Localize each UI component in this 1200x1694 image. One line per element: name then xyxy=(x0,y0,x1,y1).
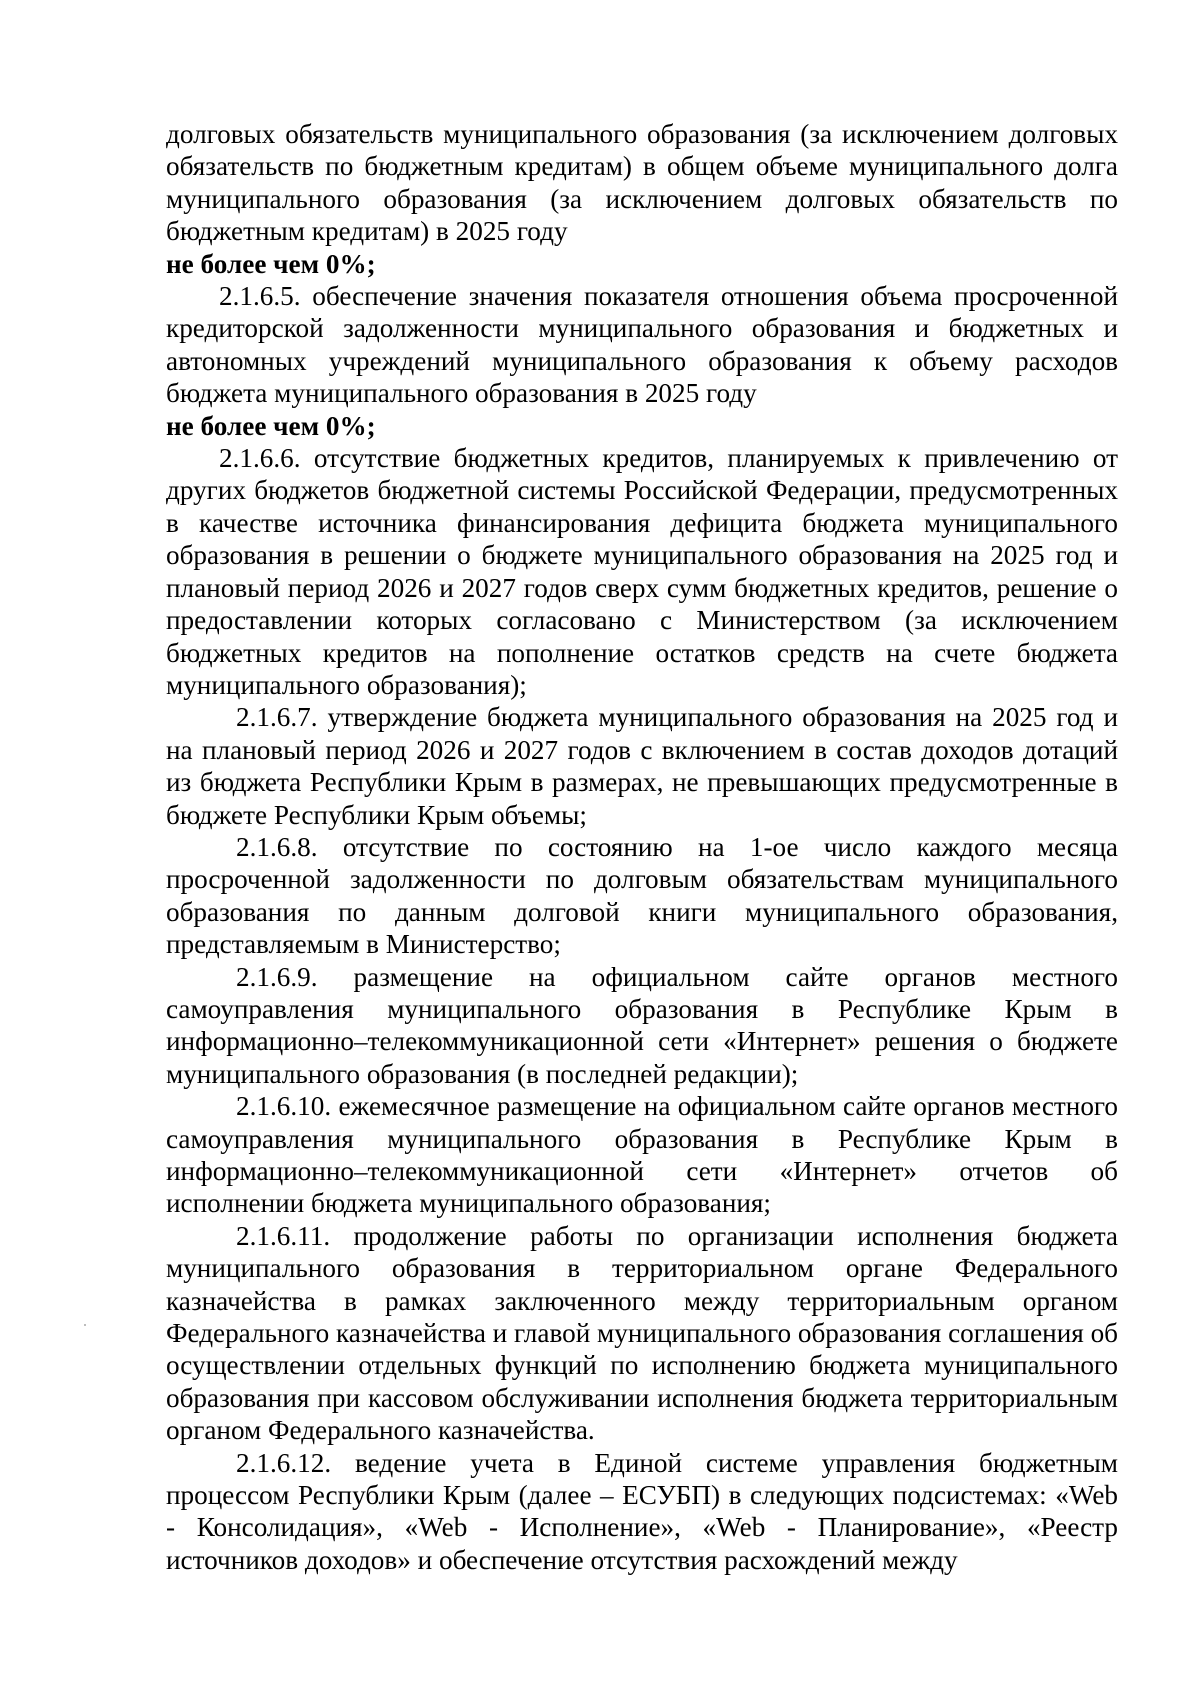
paragraph-debt-share xyxy=(166,118,1118,280)
paragraph-text: 2.1.6.10. ежемесячное размещение на официальном сайте органов местного самоуправления муниципального образования в Республике Крым в информационно–телекоммуникационной сети «Интернет» отчетов об исполнении бюджета муниципального образования; xyxy=(166,1091,1118,1219)
paragraph-text: 2.1.6.9. размещение на официальном сайте органов местного самоуправления муниципального образования в Республике Крым в информационно–телекоммуникационной сети «Интернет» решения о бюджете муниципального образования (в последней редакции); xyxy=(166,961,1118,1089)
paragraph-2-1-6-6 xyxy=(166,442,1118,701)
paragraph-text: 2.1.6.8. отсутствие по состоянию на 1-ое число каждого месяца просроченной задолженности по долговым обязательствам муниципального образования по данным долговой книги муниципального образования, представляемым в Министерство; xyxy=(166,831,1118,960)
scan-speck xyxy=(84,1324,86,1326)
paragraph-bold-limit: не более чем 0%; xyxy=(166,248,376,279)
paragraph-2-1-6-8 xyxy=(166,831,1118,961)
paragraph-text: 2.1.6.5. обеспечение значения показателя отношения объема просроченной кредиторской задолженности муниципального образования и бюджетных и автономных учреждений муниципального образования к объему расходов бюджета муниципального образования в 2025 году xyxy=(166,281,1118,409)
paragraph-text: 2.1.6.6. отсутствие бюджетных кредитов, планируемых к привлечению от других бюджетов бюджетной системы Российской Федерации, предусмотренных в качестве источника финансирования дефицита бюджета муниципального образования в решении о бюджете муниципального образования на 2025 год и плановый период 2026 и 2027 годов сверх сумм бюджетных кредитов, решение о предоставлении которых согласовано с Министерством (за исключением бюджетных кредитов на пополнение остатков средств на счете бюджета муниципального образования); xyxy=(166,443,1118,700)
paragraph-text: 2.1.6.7. утверждение бюджета муниципального образования на 2025 год и на плановый период 2026 и 2027 годов с включением в состав доходов дотаций из бюджета Республики Крым в размерах, не превышающих предусмотренные в бюджете Республики Крым объемы; xyxy=(166,702,1118,830)
paragraph-2-1-6-10 xyxy=(166,1090,1118,1220)
paragraph-2-1-6-7 xyxy=(166,701,1118,831)
paragraph-2-1-6-12 xyxy=(166,1447,1118,1577)
paragraph-bold-limit: не более чем 0%; xyxy=(166,410,376,441)
paragraph-2-1-6-5 xyxy=(166,280,1118,442)
paragraph-2-1-6-11 xyxy=(166,1220,1118,1447)
paragraph-text: 2.1.6.12. ведение учета в Единой системе управления бюджетным процессом Республики Крым (далее – ЕСУБП) в следующих подсистемах: «Web - Консолидация», «Web - Исполнение», «Web - Планирование», «Реестр источников доходов» и обеспечение отсутствия расхождений между xyxy=(166,1447,1118,1575)
paragraph-text: долговых обязательств муниципального образования (за исключением долговых обязательств по бюджетным кредитам) в общем объеме муниципального долга муниципального образования (за исключением долговых обязательств по бюджетным кредитам) в 2025 году xyxy=(166,119,1118,247)
document-body xyxy=(166,118,1118,1576)
paragraph-text: 2.1.6.11. продолжение работы по организации исполнения бюджета муниципального образования в территориальном органе Федерального казначейства в рамках заключенного между территориальным органом Федерального казначейства и главой муниципального образования соглашения об осуществлении отдельных функций по исполнению бюджета муниципального образования при кассовом обслуживании исполнения бюджета территориальным органом Федерального казначейства. xyxy=(166,1220,1118,1446)
paragraph-2-1-6-9 xyxy=(166,961,1118,1091)
